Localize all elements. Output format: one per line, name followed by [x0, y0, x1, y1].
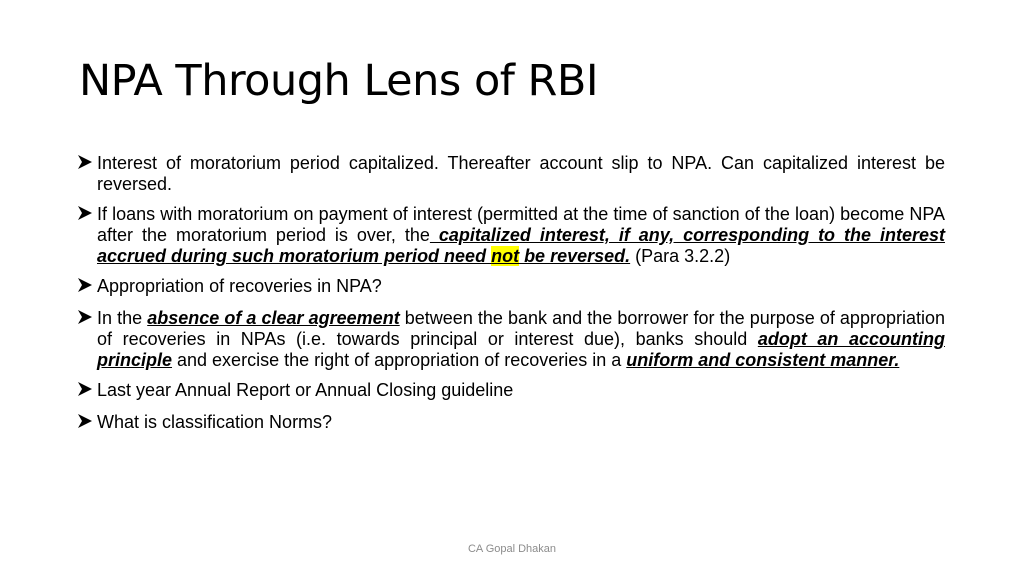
- emphasis-text: absence of a clear agreement: [147, 308, 400, 328]
- bullet-text: [97, 380, 945, 401]
- para-reference: (Para 3.2.2): [630, 246, 731, 266]
- emphasis-text: be reversed.: [519, 246, 631, 266]
- text-segment: between the bank and the borrower for the purpose of appropriation of recoveries in NPAs (i.e. towards principal or interest due), banks should: [97, 308, 945, 349]
- bullet-item: [77, 276, 945, 299]
- text-segment: Interest of moratorium period capitalized. Thereafter account slip to NPA. Can capitalized interest be reversed.: [97, 153, 945, 194]
- bullet-text: [97, 204, 945, 267]
- text-segment: Appropriation of recoveries in NPA?: [97, 276, 382, 296]
- bullet-text: [97, 153, 945, 195]
- arrow-bullet-icon: [77, 380, 97, 403]
- bullet-item: [77, 153, 945, 195]
- bullet-text: [97, 412, 945, 433]
- emphasis-text: uniform and consistent manner.: [626, 350, 900, 370]
- bullet-item: [77, 412, 945, 435]
- bullet-text: [97, 308, 945, 371]
- arrow-bullet-icon: [77, 153, 97, 176]
- bullet-list: [77, 153, 945, 444]
- text-segment: Last year Annual Report or Annual Closing guideline: [97, 380, 514, 400]
- text-segment: What is classification Norms?: [97, 412, 333, 432]
- bullet-item: [77, 204, 945, 267]
- arrow-bullet-icon: [77, 204, 97, 227]
- bullet-item: [77, 308, 945, 371]
- arrow-bullet-icon: [77, 276, 97, 299]
- bullet-item: [77, 380, 945, 403]
- emphasis-text: capitalized interest, if any, corresponding to the interest accrued during such moratorium period need: [97, 225, 945, 266]
- highlighted-text: not: [491, 246, 520, 266]
- emphasis-text: adopt an accounting principle: [97, 329, 945, 370]
- arrow-bullet-icon: [77, 308, 97, 331]
- bullet-text: [97, 276, 945, 297]
- text-segment: and exercise the right of appropriation of recoveries in a: [172, 350, 627, 370]
- footer-author: CA Gopal Dhakan: [467, 543, 557, 555]
- arrow-bullet-icon: [77, 412, 97, 435]
- slide-title: NPA Through Lens of RBI: [79, 56, 599, 106]
- text-segment: If loans with moratorium on payment of interest (permitted at the time of sanction of the loan) become NPA after the moratorium period is over, the: [97, 204, 945, 245]
- text-segment: In the: [97, 308, 148, 328]
